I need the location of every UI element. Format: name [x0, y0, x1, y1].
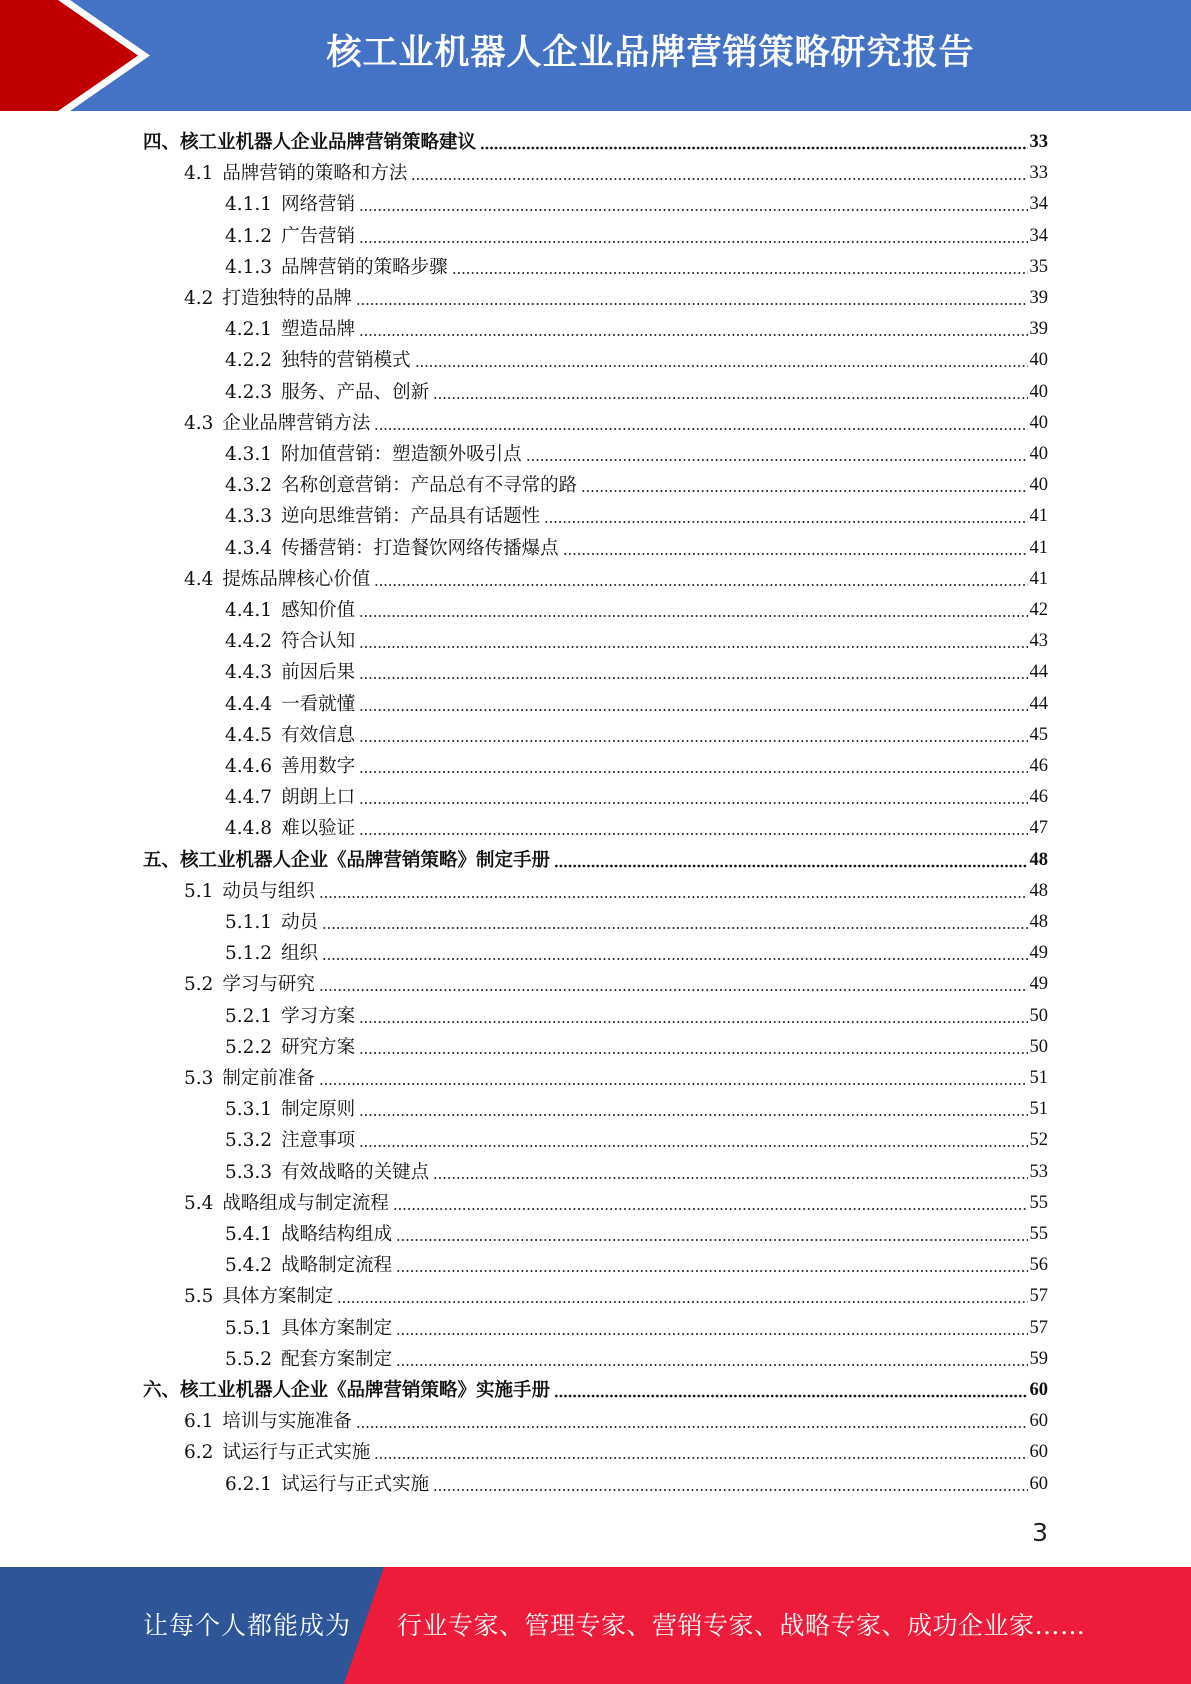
toc-chapter-entry[interactable]: [143, 127, 1048, 158]
toc-dot-leader: [359, 689, 1027, 720]
toc-entry-number: 4.1.3: [225, 256, 273, 278]
toc-entry-page: 35: [1029, 256, 1048, 277]
toc-dot-leader: [480, 127, 1027, 158]
toc-entry-page: 40: [1029, 381, 1048, 402]
toc-entry-page: 46: [1029, 756, 1048, 776]
toc-dot-leader: [356, 283, 1028, 314]
toc-dot-leader: [359, 657, 1027, 688]
toc-entry-page: 33: [1029, 132, 1048, 152]
toc-entry-page: 48: [1029, 880, 1048, 901]
toc-entry-page: 60: [1029, 1411, 1048, 1432]
toc-entry-number: 5.4.2: [225, 1255, 273, 1277]
toc-subsection-entry[interactable]: [225, 907, 1048, 938]
toc-entry-number: 4.3: [184, 412, 214, 434]
toc-dot-leader: [433, 1469, 1027, 1500]
toc-entry-page: 44: [1029, 693, 1048, 714]
toc-dot-leader: [359, 813, 1027, 844]
header-arrow-decoration: [0, 0, 160, 111]
toc-entry-page: 60: [1029, 1442, 1048, 1463]
toc-entry-number: 5.3: [184, 1068, 214, 1089]
toc-entry-title: 难以验证: [281, 818, 356, 840]
toc-subsection-entry[interactable]: [225, 1469, 1048, 1500]
toc-dot-leader: [554, 1375, 1027, 1406]
toc-subsection-entry[interactable]: [225, 377, 1048, 408]
toc-dot-leader: [393, 1188, 1028, 1219]
toc-entry-title: 具体方案制定: [222, 1286, 334, 1308]
toc-entry-page: 49: [1029, 943, 1048, 964]
toc-subsection-entry[interactable]: [225, 1094, 1048, 1125]
toc-entry-title: 朗朗上口: [281, 787, 356, 809]
toc-subsection-entry[interactable]: [225, 782, 1048, 813]
toc-entry-number: 4.4.6: [225, 756, 273, 777]
toc-entry-number: 5.5.2: [225, 1348, 273, 1370]
toc-entry-page: 49: [1029, 974, 1048, 995]
toc-dot-leader: [319, 969, 1028, 1000]
toc-entry-title: 逆向思维营销：产品具有话题性: [281, 506, 541, 528]
toc-entry-page: 55: [1029, 1192, 1048, 1213]
toc-entry-number: 4.4.2: [225, 631, 273, 653]
toc-dot-leader: [374, 1437, 1027, 1468]
toc-entry-number: 5.5: [184, 1286, 214, 1308]
toc-entry-title: 培训与实施准备: [222, 1411, 352, 1433]
toc-entry-title: 制定原则: [281, 1099, 356, 1121]
toc-entry-page: 57: [1029, 1286, 1048, 1307]
toc-entry-page: 33: [1029, 163, 1048, 184]
toc-entry-page: 40: [1029, 350, 1048, 371]
toc-entry-number: 5.2: [184, 974, 214, 996]
toc-dot-leader: [359, 1032, 1027, 1063]
toc-entry-title: 一看就懂: [281, 693, 356, 715]
toc-entry-page: 41: [1029, 537, 1048, 558]
toc-entry-number: 4.1: [184, 163, 214, 185]
toc-subsection-entry[interactable]: [225, 1250, 1048, 1281]
toc-entry-page: 34: [1029, 225, 1048, 246]
toc-dot-leader: [359, 189, 1027, 220]
toc-entry-page: 39: [1029, 319, 1048, 340]
toc-dot-leader: [359, 626, 1027, 657]
toc-entry-title: 打造独特的品牌: [222, 288, 352, 309]
toc-entry-title: 组织: [281, 943, 319, 965]
toc-entry-number: 4.4.4: [225, 693, 273, 715]
toc-section-entry[interactable]: [184, 564, 1048, 595]
toc-entry-number: 4.2: [184, 288, 214, 309]
toc-section-entry[interactable]: [184, 1188, 1048, 1219]
footer-slogan-right: 行业专家、管理专家、营销专家、战略专家、成功企业家……: [397, 1611, 1086, 1640]
toc-entry-number: 5.4: [184, 1192, 214, 1214]
toc-dot-leader: [322, 907, 1027, 938]
toc-entry-page: 55: [1029, 1224, 1048, 1244]
toc-dot-leader: [359, 720, 1027, 751]
toc-entry-number: 4.4.3: [225, 662, 273, 684]
toc-entry-title: 具体方案制定: [281, 1317, 393, 1339]
toc-subsection-entry[interactable]: [225, 689, 1048, 720]
toc-section-entry[interactable]: [184, 283, 1048, 314]
toc-entry-number: 4.1.1: [225, 194, 273, 216]
toc-dot-leader: [319, 876, 1028, 907]
toc-entry-title: 四、核工业机器人企业品牌营销策略建议: [143, 132, 477, 153]
toc-entry-page: 42: [1029, 600, 1048, 620]
footer-slogan-left: 让每个人都能成为: [143, 1611, 352, 1640]
toc-entry-title: 战略结构组成: [281, 1224, 393, 1245]
toc-entry-page: 60: [1029, 1473, 1048, 1494]
toc-entry-number: 5.2.1: [225, 1005, 273, 1027]
toc-entry-title: 塑造品牌: [281, 319, 356, 341]
toc-entry-page: 56: [1029, 1255, 1048, 1276]
toc-subsection-entry[interactable]: [225, 1313, 1048, 1344]
toc-entry-number: 5.3.3: [225, 1161, 273, 1183]
page-number: 3: [1032, 1518, 1048, 1547]
toc-entry-title: 传播营销：打造餐饮网络传播爆点: [281, 537, 559, 559]
toc-entry-title: 服务、产品、创新: [281, 381, 430, 403]
toc-entry-number: 5.5.1: [225, 1317, 273, 1339]
toc-entry-title: 配套方案制定: [281, 1348, 393, 1370]
toc-entry-page: 39: [1029, 288, 1048, 308]
toc-entry-title: 动员: [281, 912, 319, 933]
toc-entry-number: 4.1.2: [225, 225, 273, 247]
toc-subsection-entry[interactable]: [225, 533, 1048, 564]
toc-entry-number: 6.2: [184, 1442, 214, 1464]
toc-entry-title: 前因后果: [281, 662, 356, 684]
page-footer: [0, 1567, 1191, 1684]
toc-subsection-entry[interactable]: [225, 345, 1048, 376]
toc-entry-page: 40: [1029, 444, 1048, 464]
toc-entry-number: 5.1.1: [225, 912, 273, 933]
toc-subsection-entry[interactable]: [225, 252, 1048, 283]
toc-entry-title: 广告营销: [281, 225, 356, 247]
toc-entry-title: 独特的营销模式: [281, 350, 411, 372]
toc-entry-number: 4.2.1: [225, 319, 273, 341]
toc-dot-leader: [359, 782, 1027, 813]
toc-entry-number: 4.4: [184, 568, 214, 590]
toc-subsection-entry[interactable]: [225, 221, 1048, 252]
toc-entry-title: 品牌营销的策略步骤: [281, 256, 448, 278]
toc-entry-page: 48: [1029, 849, 1048, 870]
toc-entry-title: 有效信息: [281, 724, 356, 746]
toc-subsection-entry[interactable]: [225, 1001, 1048, 1032]
toc-dot-leader: [359, 314, 1027, 345]
toc-dot-leader: [563, 533, 1028, 564]
toc-dot-leader: [396, 1344, 1027, 1375]
toc-section-entry[interactable]: [184, 158, 1048, 189]
toc-entry-page: 50: [1029, 1036, 1048, 1057]
toc-entry-title: 六、核工业机器人企业《品牌营销策略》实施手册: [143, 1380, 551, 1401]
toc-subsection-entry[interactable]: [225, 813, 1048, 844]
toc-entry-title: 学习与研究: [222, 974, 315, 996]
toc-subsection-entry[interactable]: [225, 189, 1048, 220]
toc-entry-number: 5.3.1: [225, 1099, 273, 1121]
toc-section-entry[interactable]: [184, 408, 1048, 439]
toc-dot-leader: [581, 470, 1027, 501]
toc-entry-title: 符合认知: [281, 631, 356, 653]
toc-entry-page: 53: [1029, 1161, 1048, 1182]
toc-subsection-entry[interactable]: [225, 1219, 1048, 1250]
toc-dot-leader: [359, 1001, 1027, 1032]
toc-entry-number: 5.1.2: [225, 943, 273, 965]
toc-entry-title: 制定前准备: [222, 1068, 315, 1089]
toc-entry-page: 44: [1029, 662, 1048, 683]
toc-entry-number: 4.3.4: [225, 537, 273, 559]
toc-dot-leader: [433, 1157, 1027, 1188]
toc-dot-leader: [337, 1281, 1027, 1312]
toc-entry-page: 52: [1029, 1130, 1048, 1151]
toc-entry-title: 提炼品牌核心价值: [222, 568, 371, 590]
toc-entry-number: 4.4.8: [225, 818, 273, 840]
toc-entry-title: 试运行与正式实施: [222, 1442, 371, 1464]
toc-subsection-entry[interactable]: [225, 720, 1048, 751]
toc-dot-leader: [322, 938, 1027, 969]
toc-entry-number: 6.2.1: [225, 1473, 273, 1495]
toc-dot-leader: [415, 345, 1028, 376]
toc-entry-page: 50: [1029, 1005, 1048, 1026]
toc-section-entry[interactable]: [184, 1406, 1048, 1437]
toc-entry-number: 5.4.1: [225, 1224, 273, 1245]
toc-subsection-entry[interactable]: [225, 439, 1048, 470]
toc-entry-title: 品牌营销的策略和方法: [222, 163, 408, 185]
toc-entry-number: 4.2.3: [225, 381, 273, 403]
toc-section-entry[interactable]: [184, 1437, 1048, 1468]
toc-dot-leader: [526, 439, 1028, 470]
toc-subsection-entry[interactable]: [225, 1032, 1048, 1063]
toc-subsection-entry[interactable]: [225, 501, 1048, 532]
toc-entry-page: 41: [1029, 506, 1048, 527]
toc-section-entry[interactable]: [184, 1063, 1048, 1094]
toc-dot-leader: [359, 221, 1027, 252]
toc-dot-leader: [374, 408, 1027, 439]
toc-entry-page: 45: [1029, 724, 1048, 745]
toc-section-entry[interactable]: [184, 1281, 1048, 1312]
toc-entry-title: 五、核工业机器人企业《品牌营销策略》制定手册: [143, 849, 551, 871]
toc-subsection-entry[interactable]: [225, 938, 1048, 969]
toc-dot-leader: [544, 501, 1027, 532]
toc-entry-title: 附加值营销：塑造额外吸引点: [281, 444, 522, 465]
toc-subsection-entry[interactable]: [225, 751, 1048, 782]
toc-dot-leader: [359, 595, 1027, 626]
toc-entry-title: 感知价值: [281, 600, 356, 621]
toc-entry-page: 48: [1029, 912, 1048, 932]
toc-dot-leader: [359, 1125, 1027, 1156]
toc-entry-title: 试运行与正式实施: [281, 1473, 430, 1495]
toc-dot-leader: [452, 252, 1028, 283]
toc-entry-page: 41: [1029, 568, 1048, 589]
toc-dot-leader: [396, 1250, 1027, 1281]
toc-dot-leader: [396, 1219, 1027, 1250]
toc-entry-number: 4.2.2: [225, 350, 273, 372]
toc-subsection-entry[interactable]: [225, 1344, 1048, 1375]
toc-entry-title: 战略制定流程: [281, 1255, 393, 1277]
toc-entry-title: 研究方案: [281, 1036, 356, 1058]
toc-subsection-entry[interactable]: [225, 470, 1048, 501]
toc-subsection-entry[interactable]: [225, 1125, 1048, 1156]
toc-entry-page: 51: [1029, 1099, 1048, 1120]
toc-dot-leader: [411, 158, 1027, 189]
toc-subsection-entry[interactable]: [225, 626, 1048, 657]
toc-chapter-entry[interactable]: [143, 845, 1048, 876]
toc-entry-number: 4.3.3: [225, 506, 273, 528]
toc-entry-title: 网络营销: [281, 194, 356, 216]
toc-entry-title: 企业品牌营销方法: [222, 412, 371, 434]
toc-subsection-entry[interactable]: [225, 314, 1048, 345]
toc-entry-number: 5.1: [184, 880, 214, 902]
toc-subsection-entry[interactable]: [225, 657, 1048, 688]
toc-subsection-entry[interactable]: [225, 595, 1048, 626]
toc-entry-number: 4.4.7: [225, 787, 273, 809]
toc-entry-number: 4.3.2: [225, 475, 273, 497]
toc-dot-leader: [359, 1094, 1027, 1125]
toc-entry-page: 59: [1029, 1348, 1048, 1369]
toc-entry-number: 6.1: [184, 1411, 214, 1433]
toc-entry-page: 40: [1029, 475, 1048, 496]
toc-entry-title: 战略组成与制定流程: [222, 1192, 389, 1214]
toc-entry-page: 40: [1029, 412, 1048, 433]
toc-entry-title: 善用数字: [281, 756, 356, 777]
toc-dot-leader: [374, 564, 1027, 595]
toc-entry-page: 60: [1029, 1380, 1048, 1400]
toc-entry-number: 5.2.2: [225, 1036, 273, 1058]
toc-entry-page: 34: [1029, 194, 1048, 215]
toc-entry-number: 4.4.5: [225, 724, 273, 746]
toc-dot-leader: [433, 377, 1027, 408]
toc-dot-leader: [554, 845, 1027, 876]
toc-entry-page: 47: [1029, 818, 1048, 839]
toc-entry-page: 43: [1029, 631, 1048, 652]
toc-dot-leader: [396, 1313, 1027, 1344]
toc-dot-leader: [359, 751, 1027, 782]
toc-entry-page: 57: [1029, 1317, 1048, 1338]
toc-entry-number: 4.4.1: [225, 600, 273, 621]
toc-entry-title: 学习方案: [281, 1005, 356, 1027]
toc-dot-leader: [356, 1406, 1028, 1437]
toc-entry-page: 51: [1029, 1068, 1048, 1088]
page-header: [0, 0, 1191, 111]
toc-entry-title: 注意事项: [281, 1130, 356, 1152]
toc-entry-title: 有效战略的关键点: [281, 1161, 430, 1183]
toc-dot-leader: [319, 1063, 1028, 1094]
toc-entry-number: 4.3.1: [225, 444, 273, 465]
toc-section-entry[interactable]: [184, 876, 1048, 907]
toc-section-entry[interactable]: [184, 969, 1048, 1000]
toc-entry-title: 名称创意营销：产品总有不寻常的路: [281, 475, 578, 497]
toc-subsection-entry[interactable]: [225, 1157, 1048, 1188]
toc-entry-title: 动员与组织: [222, 880, 315, 902]
document-title: 核工业机器人企业品牌营销策略研究报告: [326, 33, 975, 73]
toc-entry-number: 5.3.2: [225, 1130, 273, 1152]
toc-entry-page: 46: [1029, 787, 1048, 808]
toc-chapter-entry[interactable]: [143, 1375, 1048, 1406]
